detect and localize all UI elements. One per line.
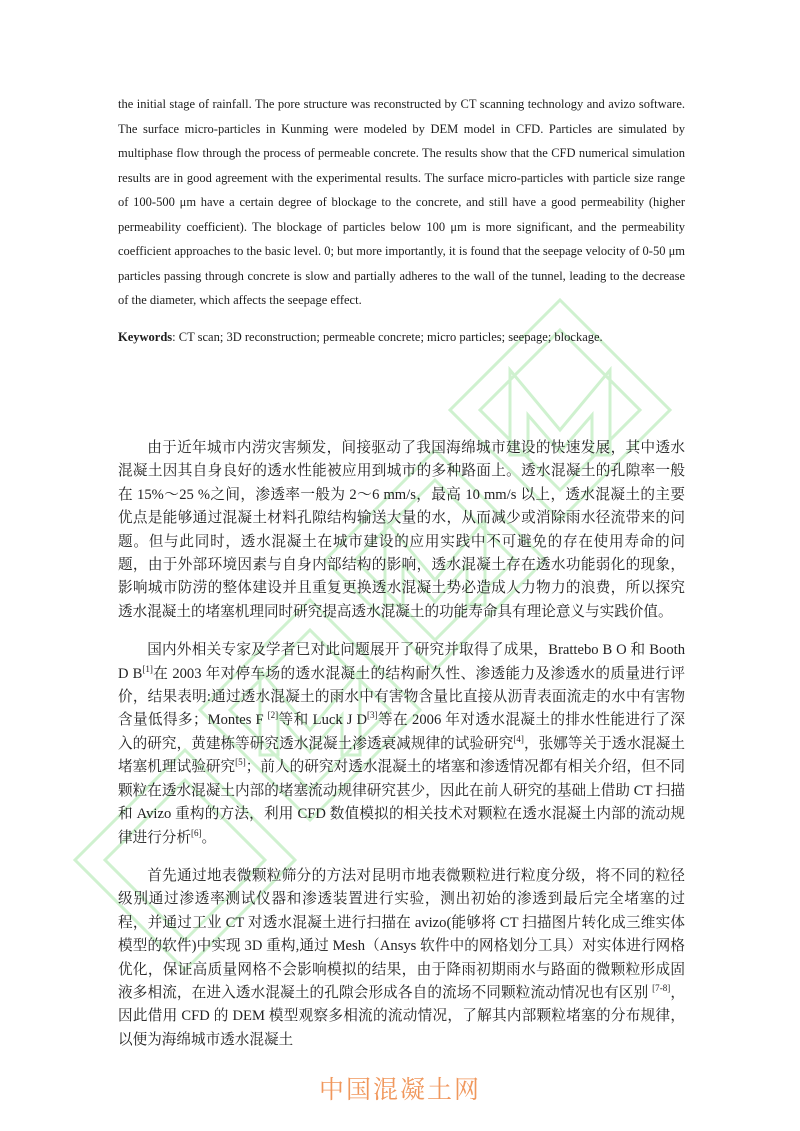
page-content [118,92,685,1067]
abstract-paragraph: the initial stage of rainfall. The pore structure was reconstructed by CT scanning technology and avizo software. The surface micro-particles in Kunming were modeled by DEM model in CFD. Particles are simulated by multiphase flow through the process of permeable concrete. The results show that the CFD numerical simulation results are in good agreement with the experimental results. The surface micro-particles with particle size range of 100-500 μm have a certain degree of blockage to the concrete, and still have a good permeability (higher permeability coefficient). The blockage of particles below 100 μm is more significant, and the permeability coefficient approaches to the basic level. 0; but more importantly, it is found that the seepage velocity of 0-50 μm particles passing through concrete is slow and partially adheres to the wall of the tunnel, leading to the decrease of the diameter, which affects the seepage effect. [118,97,685,307]
keywords-label: Keywords [118,329,173,344]
keywords-line [118,325,685,350]
paragraph-intro: 由于近年城市内涝灾害频发，间接驱动了我国海绵城市建设的快速发展，其中透水混凝土因其自身良好的透水性能被应用到城市的多种路面上。透水混凝土的孔隙率一般在 15%～25 %之间，渗透率一般为 2～6 mm/s，最高 10 mm/s 以上，透水混凝土的主要优点是能够通过混凝土材料孔隙结构输送大量的水，从而减少或消除雨水径流带来的问题。但与此同时，透水混凝土在城市建设的应用实践中不可避免的存在使用寿命的问题，由于外部环境因素与自身内部结构的影响，透水混凝土存在透水功能弱化的现象，影响城市防涝的整体建设并且重复更换透水混凝土势必造成人力物力的浪费，所以探究透水混凝土的堵塞机理同时研究提高透水混凝土的功能寿命具有理论意义与实践价值。 [118,440,685,620]
paragraph-methodology: 首先通过地表微颗粒筛分的方法对昆明市地表微颗粒进行粒度分级，将不同的粒径级别通过渗透率测试仪器和渗透装置进行实验，测出初始的渗透到最后完全堵塞的过程，并通过工业 CT 对透水混凝土进行扫描在 avizo(能够将 CT 扫描图片转化成三维实体模型的软件)中实现 3D 重构,通过 Mesh（Ansys 软件中的网格划分工具）对实体进行网格优化，保证高质量网格不会影响模拟的结果，由于降雨初期雨水与路面的微颗粒形成固液多相流，在进入透水混凝土的孔隙会形成各自的流场不同颗粒流动情况也有区别 [7-8]，因此借用 CFD 的 DEM 模型观察多相流的流动情况，了解其内部颗粒堵塞的分布规律，以便为海绵城市透水混凝土 [118,867,685,1048]
paragraph-literature-review: 国内外相关专家及学者已对此问题展开了研究并取得了成果，Brattebo B O 和 Booth D B[1]在 2003 年对停车场的透水混凝土的结构耐久性、渗透能力及渗透水的质量进行评价，结果表明:通过透水混凝土的雨水中有害物含量比直接从沥青表面流走的水中有害物含量低得多；Montes F [2]等和 Luck J D[3]等在 2006 年对透水混凝土的排水性能进行了深入的研究，黄建栋等研究透水混凝土渗透衰减规律的试验研究[4]，张娜等关于透水混凝土堵塞机理试验研究[5]；前人的研究对透水混凝土的堵塞和渗透情况都有相关介绍，但不同颗粒在透水混凝土内部的堵塞流动规律研究甚少，因此在前人研究的基础上借助 CT 扫描和 Avizo 重构的方法，利用 CFD 数值模拟的相关技术对颗粒在透水混凝土内部的流动规律进行分析[6]。 [118,642,685,846]
chinese-body-section [118,437,685,1052]
keywords-text: : CT scan; 3D reconstruction; permeable concrete; micro particles; seepage; blockage. [172,329,603,344]
site-watermark-text: 中国混凝土网 [318,1077,481,1104]
